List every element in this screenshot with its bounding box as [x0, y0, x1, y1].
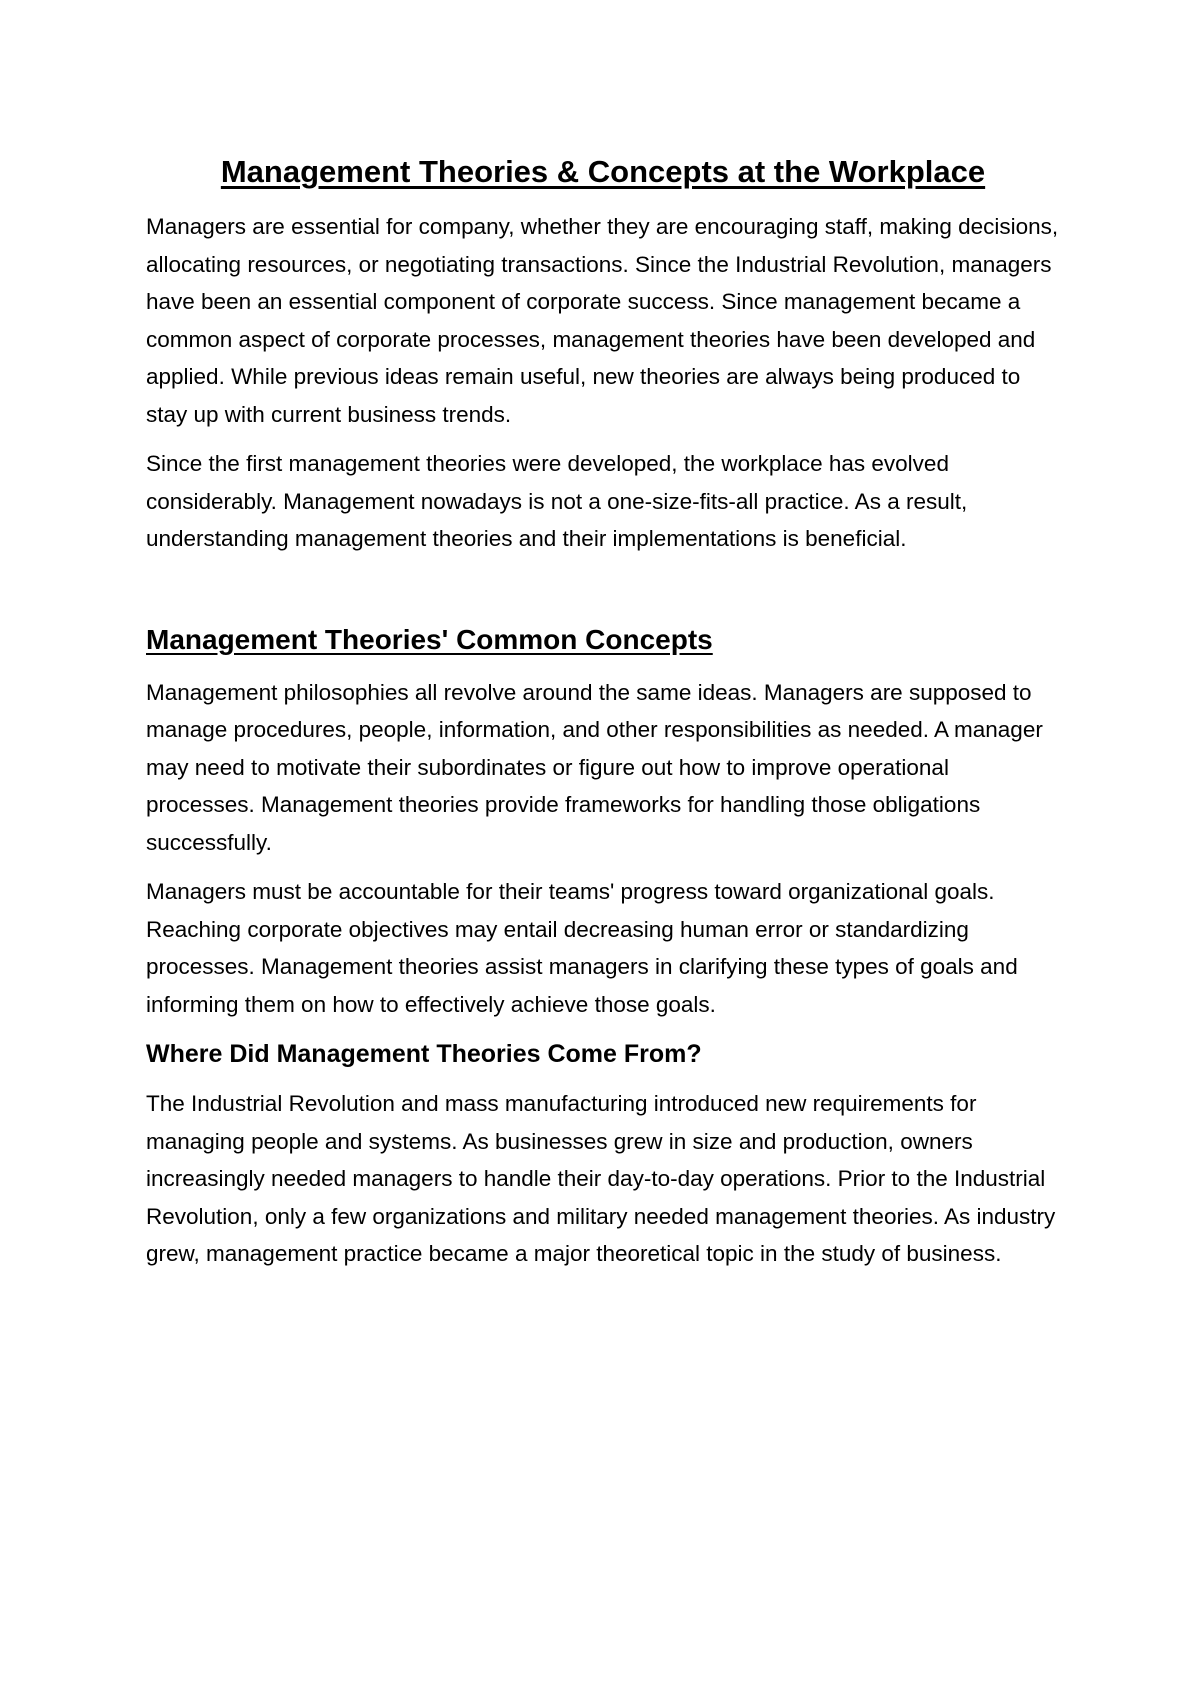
- section-heading-origin: Where Did Management Theories Come From?: [146, 1040, 702, 1068]
- section-heading-common-concepts: Management Theories' Common Concepts: [146, 623, 713, 655]
- common-concepts-paragraph-2: Managers must be accountable for their teams' progress toward organizational goals. Reaching corporate objectives may entail decreasing human error or standardizing processes. Management theories assist managers in clarifying these types of goals and informing them on how to effectively achieve those goals.: [146, 879, 1018, 1017]
- intro-paragraph-2: Since the first management theories were developed, the workplace has evolved considerably. Management nowadays is not a one-size-fits-all practice. As a result, understanding management theories and their implementations is beneficial.: [146, 451, 968, 551]
- document-title: Management Theories & Concepts at the Workplace: [220, 154, 986, 189]
- intro-paragraph-1: Managers are essential for company, whether they are encouraging staff, making decisions, allocating resources, or negotiating transactions. Since the Industrial Revolution, managers have been an essential component of corporate success. Since management became a common aspect of corporate processes, management theories have been developed and applied. While previous ideas remain useful, new theories are always being produced to stay up with current business trends.: [146, 214, 1059, 427]
- origin-paragraph-1: The Industrial Revolution and mass manufacturing introduced new requirements for managing people and systems. As businesses grew in size and production, owners increasingly needed managers to handle their day-to-day operations. Prior to the Industrial Revolution, only a few organizations and military needed management theories. As industry grew, management practice became a major theoretical topic in the study of business.: [146, 1091, 1056, 1266]
- common-concepts-paragraph-1: Management philosophies all revolve around the same ideas. Managers are supposed to manage procedures, people, information, and other responsibilities as needed. A manager may need to motivate their subordinates or figure out how to improve operational processes. Management theories provide frameworks for handling those obligations successfully.: [146, 679, 1043, 855]
